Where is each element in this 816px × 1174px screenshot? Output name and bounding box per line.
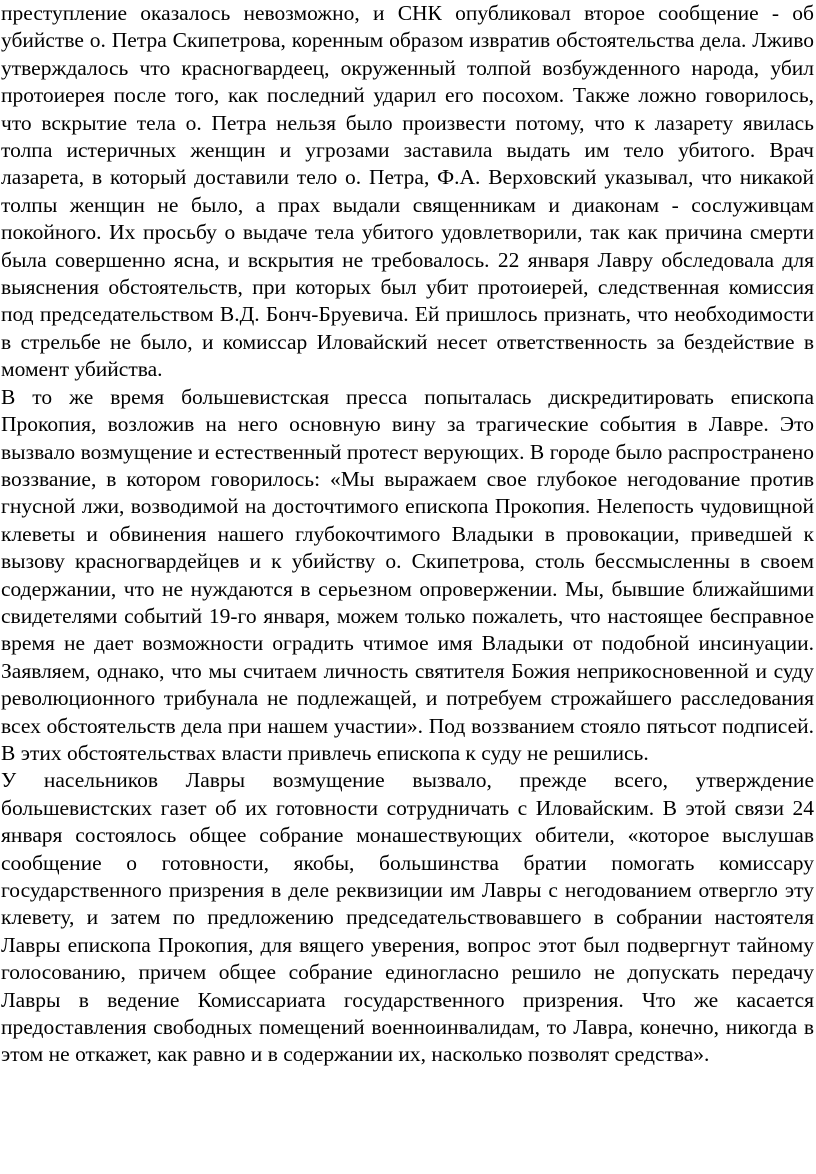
- paragraph-lavra-murder-report: преступление оказалось невозможно, и СНК опубликовал второе сообщение - об убийстве о. Петра Скипетрова, коренным образом извратив обстоятельства дела. Лживо утверждалось что красногвардеец, окруженный толпой возбужденного народа, убил протоиерея после того, как последний ударил его посохом. Также ложно говорилось, что вскрытие тела о. Петра нельзя было произвести потому, что к лазарету явилась толпа истеричных женщин и угрозами заставила выдать им тело убитого. Врач лазарета, в который доставили тело о. Петра, Ф.А. Верховский указывал, что никакой толпы женщин не было, а прах выдали священникам и диаконам - сослуживцам покойного. Их просьбу о выдаче тела убитого удовлетворили, так как причина смерти была совершенно ясна, и вскрытия не требовалось. 22 января Лавру обследовала для выяснения обстоятельств, при которых был убит протоиерей, следственная комиссия под председательством В.Д. Бонч-Бруевича. Ей пришлось признать, что необходимости в стрельбе не было, и комиссар Иловайский несет ответственность за бездействие в момент убийства.: [1, 1, 814, 382]
- paragraph-press-campaign: В то же время большевистская пресса попыталась дискредитировать епископа Прокопия, возложив на него основную вину за трагические события в Лавре. Это вызвало возмущение и естественный протест верующих. В городе было распространено воззвание, в котором говорилось: «Мы выражаем свое глубокое негодование против гнусной лжи, возводимой на досточтимого епископа Прокопия. Нелепость чудовищной клеветы и обвинения нашего глубокочтимого Владыки в провокации, приведшей к вызову красногвардейцев и к убийству о. Скипетрова, столь бессмысленны в своем содержании, что не нуждаются в серьезном опровержении. Мы, бывшие ближайшими свидетелями событий 19-го января, можем только пожалеть, что настоящее бесправное время не дает возможности оградить чтимое имя Владыки от подобной инсинуации. Заявляем, однако, что мы считаем личность святителя Божия неприкосновенной и суду революционного трибунала не подлежащей, и потребуем строжайшего расследования всех обстоятельств дела при нашем участии». Под воззванием стояло пятьсот подписей. В этих обстоятельствах власти привлечь епископа к суду не решились.: [1, 384, 814, 765]
- paragraph-monastic-assembly: У насельников Лавры возмущение вызвало, прежде всего, утверждение большевистских газет об их готовности сотрудничать с Иловайским. В этой связи 24 января состоялось общее собрание монашествующих обители, «которое выслушав сообщение о готовности, якобы, большинства братии помогать комиссару государственного призрения в деле реквизиции им Лавры с негодованием отвергло эту клевету, и затем по предложению председательствовавшего в собрании настоятеля Лавры епископа Прокопия, для вящего уверения, вопрос этот был подвергнут тайному голосованию, причем общее собрание единогласно решило не допускать передачу Лавры в ведение Комиссариата государственного призрения. Что же касается предоставления свободных помещений военноинвалидам, то Лавра, конечно, никогда в этом не откажет, как равно и в содержании их, насколько позволят средства».: [1, 768, 814, 1067]
